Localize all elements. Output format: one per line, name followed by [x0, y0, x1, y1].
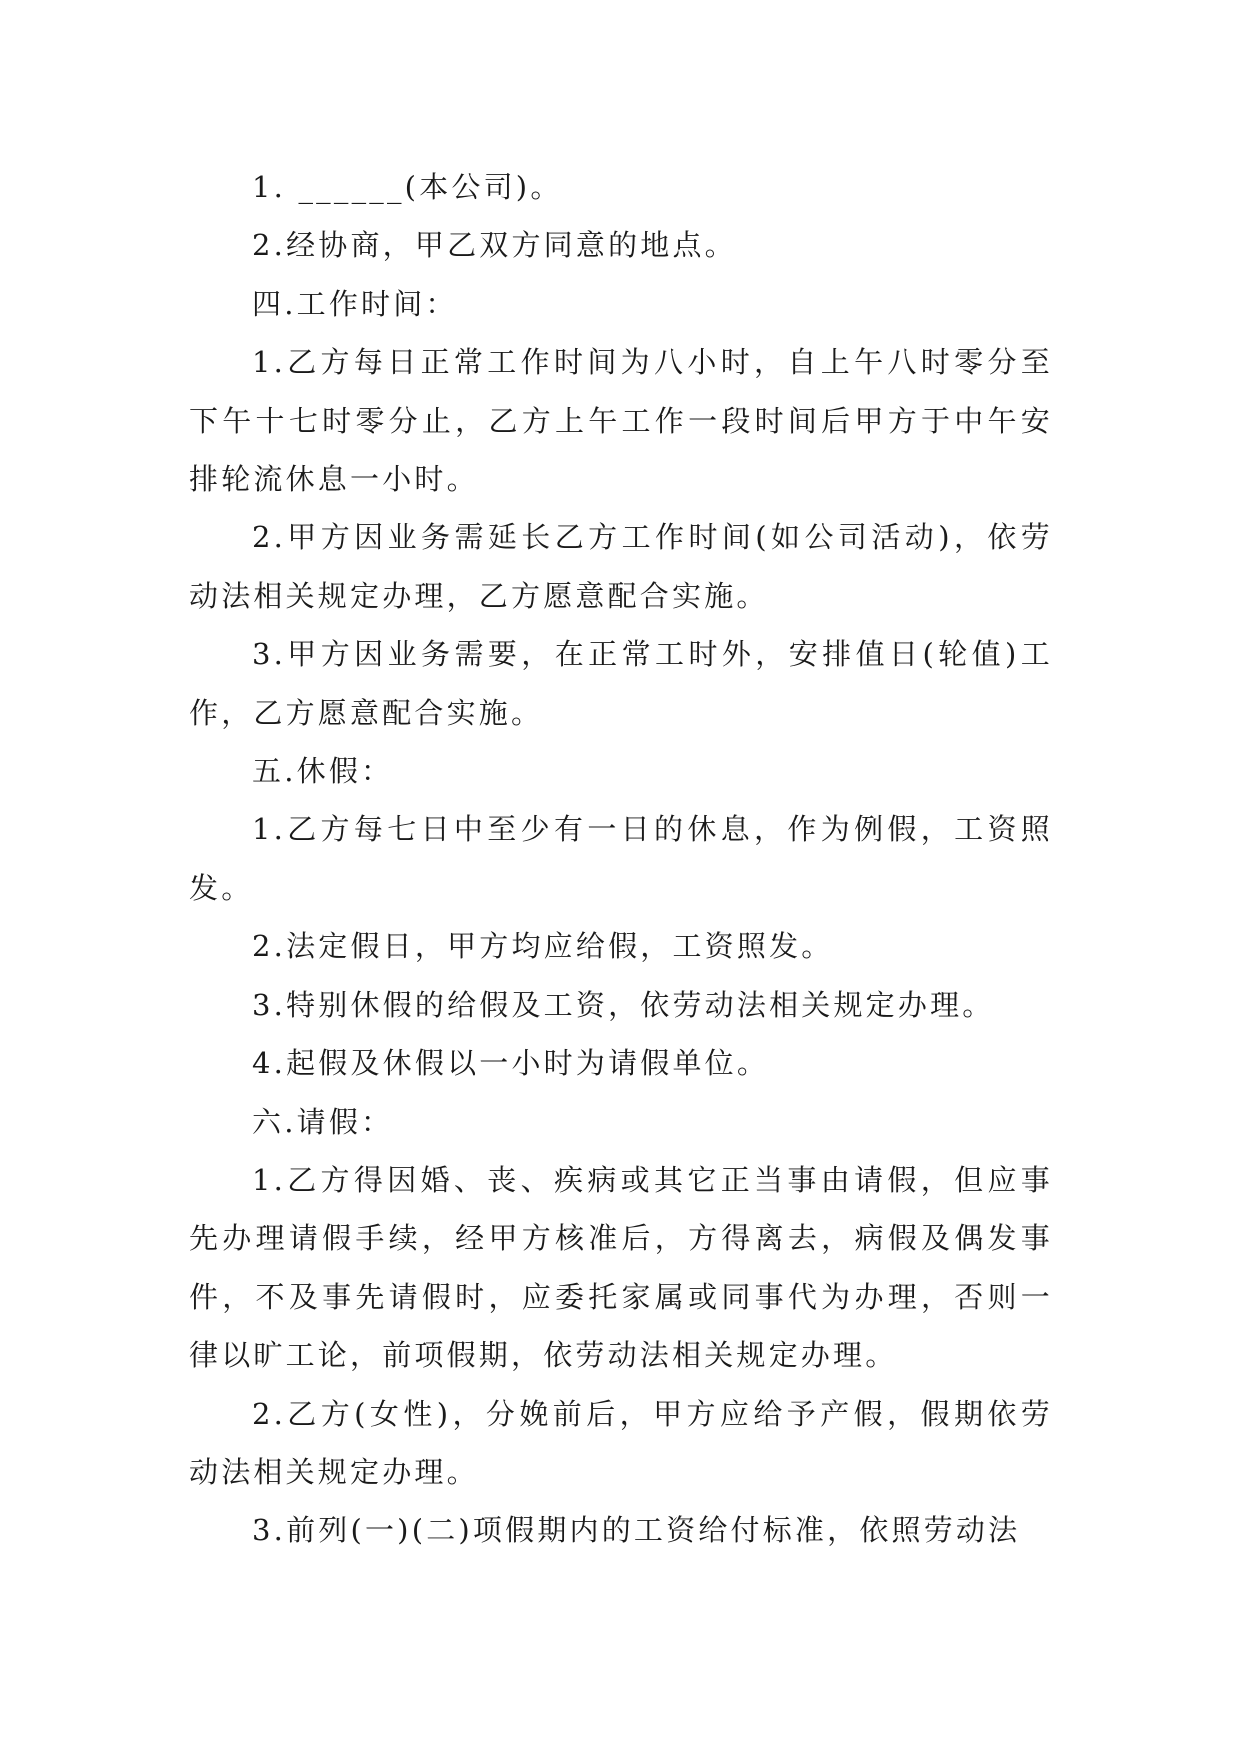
paragraph-3: 1.乙方每日正常工作时间为八小时，自上午八时零分至下午十七时零分止，乙方上午工作一段时间后甲方于中午安排轮流休息一小时。: [189, 345, 1053, 497]
paragraph-7: 2.法定假日，甲方均应给假，工资照发。: [252, 929, 834, 964]
paragraph-12: 3.前列(一)(二)项假期内的工资给付标准，依照劳动法: [252, 1513, 1021, 1548]
paragraph-6: 1.乙方每七日中至少有一日的休息，作为例假，工资照发。: [189, 812, 1053, 905]
paragraph-1: 1. ______(本公司)。: [252, 170, 563, 204]
section-heading-holidays: 五.休假：: [252, 754, 394, 789]
paragraph-4: 2.甲方因业务需延长乙方工作时间(如公司活动)，依劳动法相关规定办理，乙方愿意配合实施。: [189, 520, 1053, 613]
paragraph-5: 3.甲方因业务需要，在正常工时外，安排值日(轮值)工作，乙方愿意配合实施。: [189, 637, 1053, 730]
paragraph-9: 4.起假及休假以一小时为请假单位。: [252, 1046, 770, 1081]
paragraph-8: 3.特别休假的给假及工资，依劳动法相关规定办理。: [252, 987, 995, 1022]
paragraph-11: 2.乙方(女性)，分娩前后，甲方应给予产假，假期依劳动法相关规定办理。: [189, 1396, 1053, 1489]
section-heading-leave: 六.请假：: [252, 1104, 394, 1139]
paragraph-10: 1.乙方得因婚、丧、疾病或其它正当事由请假，但应事先办理请假手续，经甲方核准后，方得离去，病假及偶发事件，不及事先请假时，应委托家属或同事代为办理，否则一律以旷工论，前项假期，依劳动法相关规定办理。: [189, 1162, 1053, 1373]
document-body: [189, 158, 1053, 1560]
paragraph-2: 2.经协商，甲乙双方同意的地点。: [252, 228, 737, 263]
section-heading-work-hours: 四.工作时间：: [252, 286, 458, 321]
